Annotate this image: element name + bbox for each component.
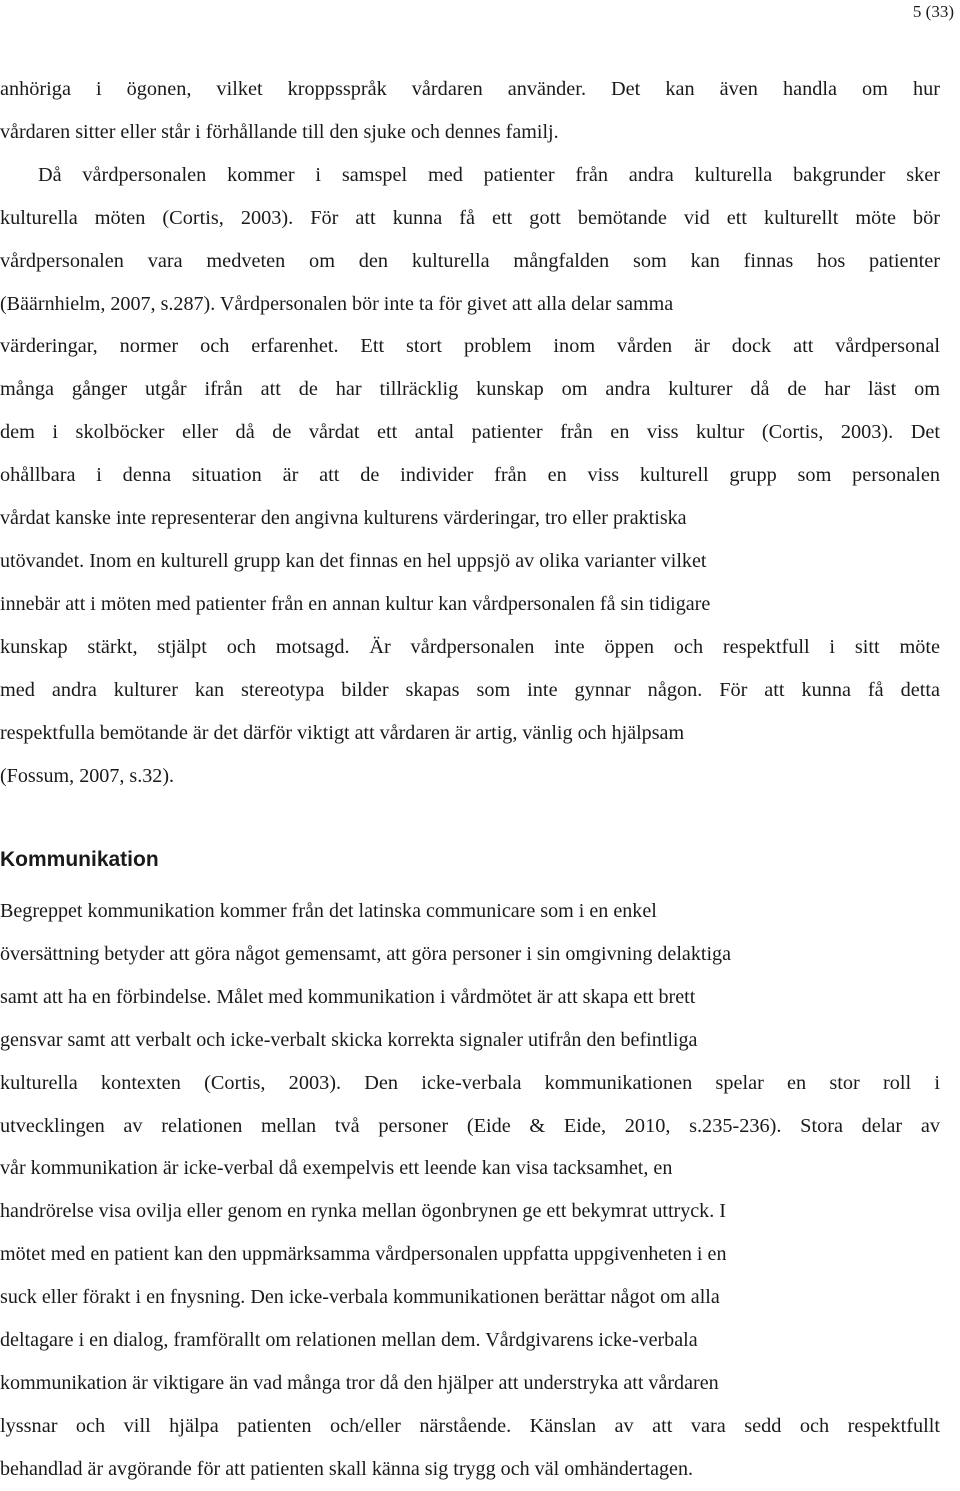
text-line: (Fossum, 2007, s.32). <box>0 764 175 787</box>
text-line: innebär att i möten med patienter från en annan kultur kan vårdpersonalen få sin tidigare <box>0 592 711 615</box>
text-line: dem i skolböcker eller då de vårdat ett antal patienter från en viss kultur (Cortis, 2003). Det <box>0 421 940 444</box>
text-line: (Bäärnhielm, 2007, s.287). Vårdpersonalen bör inte ta för givet att alla delar samma <box>0 292 674 315</box>
body-text-section-1 <box>0 68 960 797</box>
text-line: kunskap stärkt, stjälpt och motsagd. Är vårdpersonalen inte öppen och respektfull i sitt möte <box>0 635 940 658</box>
text-line: värderingar, normer och erfarenhet. Ett stort problem inom vården är dock att vårdpersonal <box>0 335 940 358</box>
text-line: mötet med en patient kan den uppmärksamma vårdpersonalen uppfatta uppgivenheten i en <box>0 1243 727 1266</box>
body-text-section-2 <box>0 890 960 1491</box>
text-line: många gånger utgår ifrån att de har tillräcklig kunskap om andra kulturer då de har läst om <box>0 378 940 401</box>
text-line: samt att ha en förbindelse. Målet med kommunikation i vårdmötet är att skapa ett brett <box>0 985 696 1008</box>
text-line: handrörelse visa ovilja eller genom en rynka mellan ögonbrynen ge ett bekymrat uttryck. I <box>0 1200 726 1223</box>
text-line: gensvar samt att verbalt och icke-verbalt skicka korrekta signaler utifrån den befintliga <box>0 1028 698 1051</box>
text-line: deltagare i en dialog, framförallt om relationen mellan dem. Vårdgivarens icke-verbala <box>0 1329 698 1352</box>
text-line: anhöriga i ögonen, vilket kroppsspråk vårdaren använder. Det kan även handla om hur <box>0 78 940 100</box>
text-line: Begreppet kommunikation kommer från det latinska communicare som i en enkel <box>0 900 657 922</box>
text-line: vårdpersonalen vara medveten om den kulturella mångfalden som kan finnas hos patienter <box>0 249 940 272</box>
text-line: vår kommunikation är icke-verbal då exempelvis ett leende kan visa tacksamhet, en <box>0 1157 673 1180</box>
text-line: Då vårdpersonalen kommer i samspel med patienter från andra kulturella bakgrunder sker <box>38 163 940 186</box>
text-line: vårdat kanske inte representerar den angivna kulturens värderingar, tro eller praktiska <box>0 507 687 530</box>
text-line: utövandet. Inom en kulturell grupp kan det finnas en hel uppsjö av olika varianter vilket <box>0 549 707 572</box>
text-line: ohållbara i denna situation är att de individer från en viss kulturell grupp som personalen <box>0 464 940 487</box>
text-line: kommunikation är viktigare än vad många tror då den hjälper att understryka att vårdaren <box>0 1371 719 1394</box>
text-line: lyssnar och vill hjälpa patienten och/eller närstående. Känslan av att vara sedd och respektfullt <box>0 1414 940 1437</box>
text-line: kulturella kontexten (Cortis, 2003). Den icke-verbala kommunikationen spelar en stor roll i <box>0 1071 940 1094</box>
text-line: suck eller förakt i en fnysning. Den icke-verbala kommunikationen berättar något om alla <box>0 1286 720 1309</box>
text-line: med andra kulturer kan stereotypa bilder skapas som inte gynnar någon. För att kunna få detta <box>0 678 940 701</box>
text-line: utvecklingen av relationen mellan två personer (Eide & Eide, 2010, s.235-236). Stora delar av <box>0 1114 940 1137</box>
text-line: kulturella möten (Cortis, 2003). För att kunna få ett gott bemötande vid ett kulturellt möte bör <box>0 206 940 229</box>
section-heading-kommunikation: Kommunikation <box>0 848 159 871</box>
text-line: vårdaren sitter eller står i förhållande till den sjuke och dennes familj. <box>0 120 559 143</box>
text-line: respektfulla bemötande är det därför viktigt att vårdaren är artig, vänlig och hjälpsam <box>0 721 685 744</box>
text-line: översättning betyder att göra något gemensamt, att göra personer i sin omgivning delaktiga <box>0 942 731 965</box>
page-number: 5 (33) <box>912 2 954 21</box>
text-line: behandlad är avgörande för att patienten skall känna sig trygg och väl omhändertagen. <box>0 1457 693 1480</box>
